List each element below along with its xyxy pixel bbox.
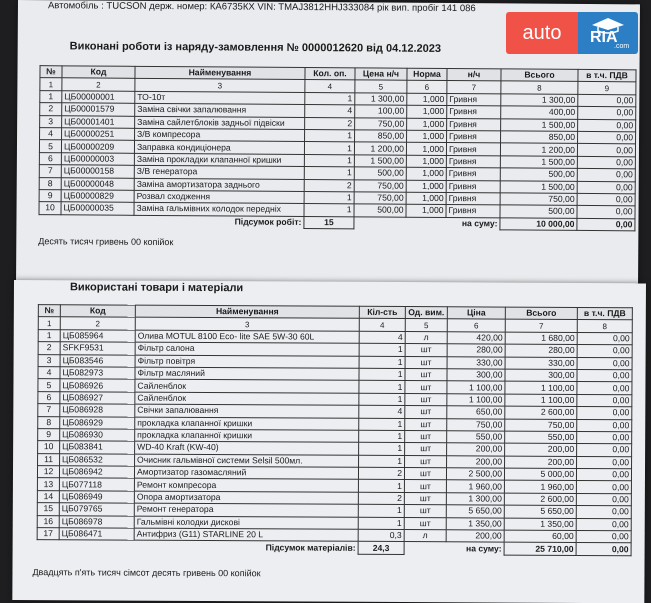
table-cell: 0,00 — [578, 107, 636, 120]
index-cell: 3 — [135, 318, 359, 332]
table-cell: 1,000 — [407, 130, 447, 143]
table-cell: 200,00 — [505, 443, 577, 456]
table-cell: 6 — [39, 152, 61, 165]
table-cell: Гривня — [446, 180, 500, 193]
table-cell: 4 — [359, 405, 405, 418]
table-cell: 0,00 — [577, 419, 632, 432]
table-cell: 11 — [38, 453, 60, 466]
table-cell: 0,00 — [578, 131, 636, 144]
table-cell: шт — [404, 517, 446, 530]
materials-subtotal-label: Підсумок матеріалів: — [265, 542, 356, 553]
table-cell: 500,00 — [354, 204, 406, 217]
materials-sum-label: на суму: — [465, 543, 502, 554]
materials-sum-total: 25 710,00 — [504, 542, 576, 555]
col-norm: Норма — [407, 68, 447, 81]
table-cell: 9 — [39, 190, 61, 203]
table-cell: 1,000 — [407, 93, 447, 106]
table-cell: 850,00 — [501, 131, 578, 144]
table-cell: ЦБ00000048 — [61, 177, 134, 190]
table-cell: шт — [405, 381, 447, 394]
table-cell: ЦБ082973 — [60, 367, 135, 380]
table-cell: 1,000 — [406, 205, 446, 218]
table-cell: 6 — [38, 391, 60, 404]
table-cell: ЦБ00001579 — [62, 103, 135, 116]
col-number: № — [40, 66, 62, 79]
table-cell: шт — [405, 369, 447, 382]
table-cell: 1,000 — [406, 167, 446, 180]
table-cell: Гривня — [447, 118, 501, 131]
table-cell: Заміна амортизатора заднього — [134, 178, 304, 192]
table-cell: ЦБ00001401 — [62, 115, 135, 128]
table-cell: ЦБ086532 — [60, 453, 135, 466]
table-cell: 0,00 — [577, 332, 632, 345]
table-cell: ЦБ00000209 — [61, 140, 134, 153]
table-cell: шт — [405, 455, 447, 468]
table-cell: 1 300,00 — [446, 493, 504, 506]
col-total: Всього — [505, 307, 577, 320]
index-cell: 7 — [447, 81, 501, 94]
index-cell: 1 — [40, 78, 62, 91]
table-cell: 1 300,00 — [355, 93, 407, 106]
col-total: Всього — [501, 69, 578, 82]
col-number: № — [38, 305, 60, 318]
table-cell: 1,000 — [406, 155, 446, 168]
table-cell: 0,00 — [577, 357, 632, 370]
table-cell: ЦБ079765 — [59, 503, 134, 516]
table-cell: ЦБ086471 — [59, 528, 134, 541]
table-cell: 500,00 — [500, 205, 577, 218]
table-cell: 1 200,00 — [354, 142, 406, 155]
table-cell: Гривня — [446, 155, 500, 168]
table-cell: WD-40 Kraft (KW-40) — [135, 441, 359, 455]
table-cell: 750,00 — [500, 193, 577, 206]
table-cell: 0,00 — [578, 119, 636, 132]
table-cell: З/В генератора — [134, 165, 304, 179]
col-ops: Кол. оп. — [305, 68, 355, 81]
table-cell: 330,00 — [505, 357, 577, 370]
table-cell: 0,00 — [577, 444, 632, 457]
table-cell: 0,00 — [577, 181, 635, 194]
table-cell: 7 — [39, 165, 61, 178]
table-cell: Опора амортизатора — [134, 491, 358, 505]
table-cell: Очисник гальмівної системи Selsil 500мл. — [135, 454, 359, 468]
table-cell: ЦБ077118 — [59, 478, 134, 491]
table-cell: 2 500,00 — [446, 468, 504, 481]
table-cell: Заміна свічки запалювання — [135, 103, 305, 117]
table-cell: шт — [405, 443, 447, 456]
table-cell: 300,00 — [505, 369, 577, 382]
table-cell: 16 — [37, 515, 59, 528]
table-cell: 400,00 — [501, 106, 578, 119]
table-cell: 4 — [305, 105, 355, 118]
index-cell: 2 — [62, 78, 135, 91]
index-cell: 1 — [38, 317, 60, 330]
table-cell: 0,00 — [577, 407, 632, 420]
works-table — [38, 65, 636, 231]
table-cell: 2 600,00 — [505, 406, 577, 419]
table-cell: 200,00 — [505, 456, 577, 469]
table-cell: шт — [405, 406, 447, 419]
table-cell: 0,00 — [577, 193, 635, 206]
table-cell: 1 — [359, 455, 405, 468]
table-cell: 15 — [37, 503, 59, 516]
table-cell: ЦБ083546 — [60, 354, 135, 367]
table-cell: 2 — [358, 467, 404, 480]
table-cell: 0,00 — [577, 206, 635, 219]
index-cell: 8 — [577, 320, 632, 333]
table-cell: 8 — [39, 177, 61, 190]
index-cell: 6 — [407, 81, 447, 94]
table-cell: 0,00 — [577, 431, 632, 444]
table-cell: ЦБ086927 — [60, 391, 135, 404]
table-cell: 1 — [304, 154, 354, 167]
table-cell: ЦБ086949 — [59, 491, 134, 504]
table-cell: 1,000 — [407, 118, 447, 131]
table-cell: 8 — [38, 416, 60, 429]
table-cell: 4 — [359, 331, 405, 344]
table-cell: 2 600,00 — [504, 493, 576, 506]
table-cell: 4 — [40, 128, 62, 141]
table-cell: 0,00 — [577, 169, 635, 182]
table-cell: 1 — [359, 343, 405, 356]
col-code: Код — [60, 305, 135, 318]
table-cell: л — [405, 331, 447, 344]
table-cell: Гривня — [447, 106, 501, 119]
col-code: Код — [62, 66, 135, 79]
table-cell: 2 — [40, 103, 62, 116]
table-cell: 5 — [39, 140, 61, 153]
table-cell: 1 100,00 — [505, 381, 577, 394]
table-cell: Фільтр повітря — [135, 355, 359, 369]
table-cell: 1 100,00 — [505, 394, 577, 407]
table-cell: 5 — [38, 379, 60, 392]
index-cell: 4 — [359, 319, 405, 332]
table-cell: 280,00 — [447, 344, 505, 357]
table-cell: 500,00 — [354, 167, 406, 180]
materials-subtotal-row — [37, 540, 631, 556]
table-cell: 60,00 — [504, 530, 576, 543]
table-cell: SFKF9531 — [60, 342, 135, 355]
table-cell: 2 — [38, 342, 60, 355]
table-cell: 1 — [358, 480, 404, 493]
table-cell: Ремонт генератора — [134, 503, 358, 517]
table-cell: 1,000 — [406, 180, 446, 193]
table-cell: 1 — [359, 430, 405, 443]
index-cell: 4 — [305, 80, 355, 93]
materials-title: Використані товари і матеріали — [69, 281, 244, 295]
table-cell: 0,3 — [358, 529, 404, 542]
table-cell: 12 — [37, 466, 59, 479]
table-cell: 0,00 — [576, 518, 631, 531]
table-cell: З/В компресора — [135, 128, 305, 142]
table-cell: 1 — [40, 90, 62, 103]
autoria-watermark-logo — [506, 12, 638, 54]
table-cell: Заміна прокладки клапанної кришки — [134, 153, 304, 167]
table-cell: 300,00 — [447, 369, 505, 382]
table-cell: 1 960,00 — [446, 480, 504, 493]
table-cell: 650,00 — [447, 406, 505, 419]
table-cell: ЦБ085964 — [60, 330, 135, 343]
table-cell: 2 — [305, 117, 355, 130]
table-cell: 3 — [40, 115, 62, 128]
table-cell: 14 — [37, 490, 59, 503]
table-cell: 1 — [359, 443, 405, 456]
table-cell: 200,00 — [447, 455, 505, 468]
materials-subtotal-qty: 24,3 — [358, 542, 404, 555]
table-cell: ЦБ00000003 — [61, 153, 134, 166]
table-cell: 1 — [359, 393, 405, 406]
table-cell: 13 — [37, 478, 59, 491]
table-cell: ЦБ086942 — [59, 466, 134, 479]
table-cell: шт — [405, 344, 447, 357]
table-cell: Гривня — [447, 93, 501, 106]
table-cell: 0,00 — [577, 156, 635, 169]
table-cell: Амортизатор газомасляний — [134, 466, 358, 480]
table-cell: 330,00 — [447, 356, 505, 369]
col-price: Ціна — [447, 307, 505, 320]
watermark-com-text: .com — [614, 43, 630, 50]
table-cell: ЦБ00000158 — [61, 165, 134, 178]
table-cell: 1 350,00 — [446, 517, 504, 530]
table-cell: 1 350,00 — [504, 518, 576, 531]
table-cell: 7 — [38, 404, 60, 417]
table-cell: ЦБ00000035 — [61, 202, 134, 215]
table-cell: 5 000,00 — [504, 468, 576, 481]
table-cell: ТО-10т — [135, 91, 305, 105]
table-cell: 5 650,00 — [446, 505, 504, 518]
table-cell: ЦБ083841 — [60, 441, 135, 454]
table-cell: 280,00 — [505, 344, 577, 357]
works-total-in-words: Десять тисяч гривень 00 копійок — [38, 236, 174, 248]
table-cell: 100,00 — [355, 105, 407, 118]
table-cell: ЦБ086928 — [60, 404, 135, 417]
table-cell: 1 100,00 — [447, 394, 505, 407]
table-cell: 1 100,00 — [447, 381, 505, 394]
table-cell: ЦБ086929 — [60, 416, 135, 429]
table-cell: 1 300,00 — [501, 94, 578, 107]
table-cell: шт — [404, 505, 446, 518]
table-cell: 0,00 — [577, 394, 632, 407]
works-sum-vat: 0,00 — [577, 218, 635, 231]
table-cell: 17 — [37, 528, 59, 541]
table-cell: 1 500,00 — [500, 180, 577, 193]
table-cell: 1 — [38, 329, 60, 342]
materials-sheet — [12, 280, 646, 603]
table-cell: 1 500,00 — [501, 118, 578, 131]
table-cell: прокладка клапанної кришки — [135, 429, 359, 443]
table-cell: 2 — [358, 492, 404, 505]
col-qty: Кіл-сть — [359, 306, 405, 319]
table-cell: шт — [404, 480, 446, 493]
table-cell: 0,00 — [577, 345, 632, 358]
table-cell: 1 — [358, 505, 404, 518]
table-cell: Сайленблок — [135, 379, 359, 393]
works-sum-total: 10 000,00 — [500, 218, 577, 231]
table-cell: 0,00 — [576, 530, 631, 543]
table-cell: Фільтр салона — [135, 342, 359, 356]
table-cell: 1 — [305, 129, 355, 142]
table-cell: Заміна гальмівних колодок передніх — [134, 203, 304, 217]
table-cell: 3 — [38, 354, 60, 367]
table-cell: 750,00 — [447, 418, 505, 431]
table-cell: шт — [404, 492, 446, 505]
works-subtotal-qty: 15 — [304, 216, 354, 229]
works-subtotal-label: Підсумок робіт: — [234, 216, 302, 228]
table-cell: Гальмівні колодки дискові — [134, 516, 358, 530]
table-cell: 10 — [38, 441, 60, 454]
table-cell: 10 — [39, 202, 61, 215]
index-cell: 8 — [501, 81, 578, 94]
table-cell: 0,00 — [576, 493, 631, 506]
table-cell: Гривня — [446, 192, 500, 205]
col-name: Найменування — [135, 66, 305, 80]
table-cell: ЦБ00000829 — [61, 190, 134, 203]
table-cell: 5 650,00 — [504, 505, 576, 518]
table-cell: Заміна сайлетблоків задньої підвіски — [135, 116, 305, 130]
table-cell: Заправка кондиціонера — [134, 141, 304, 155]
index-cell: 5 — [405, 319, 447, 332]
table-cell: прокладка клапанної кришки — [135, 417, 359, 431]
table-cell: Гривня — [446, 205, 500, 218]
table-cell: ЦБ00000251 — [62, 128, 135, 141]
table-cell: 750,00 — [355, 117, 407, 130]
table-cell: шт — [405, 393, 447, 406]
table-cell: 1,000 — [406, 192, 446, 205]
col-price: Цена н/ч — [355, 68, 407, 81]
materials-table — [37, 304, 633, 556]
table-cell: 1 — [304, 142, 354, 155]
index-cell: 9 — [578, 82, 636, 95]
table-cell: 1 — [359, 418, 405, 431]
works-sum-label: на суму: — [461, 218, 498, 229]
table-cell: Ремонт компресора — [134, 479, 358, 493]
table-cell: Сайленблок — [135, 392, 359, 406]
table-cell: 1,000 — [407, 105, 447, 118]
col-vat: в т.ч. ПДВ — [578, 69, 636, 82]
table-cell: 0,00 — [577, 456, 632, 469]
table-cell: 0,00 — [576, 469, 631, 482]
table-cell: 0,00 — [576, 506, 631, 519]
table-cell: 550,00 — [447, 431, 505, 444]
table-cell: Розвал сходження — [134, 190, 304, 204]
index-cell: 7 — [505, 319, 577, 332]
table-cell: Гривня — [447, 130, 501, 143]
table-cell: ЦБ086926 — [60, 379, 135, 392]
table-cell: л — [404, 530, 446, 543]
table-cell: 0,00 — [577, 382, 632, 395]
table-cell: 750,00 — [354, 179, 406, 192]
table-cell: ЦБ00000001 — [62, 91, 135, 104]
table-cell: 1 — [359, 381, 405, 394]
table-cell: 0,00 — [576, 481, 631, 494]
table-cell: 850,00 — [355, 130, 407, 143]
col-vat: в т.ч. ПДВ — [577, 307, 632, 320]
table-cell: 1 960,00 — [504, 481, 576, 494]
table-cell: шт — [405, 418, 447, 431]
table-cell: 0,00 — [578, 94, 636, 107]
table-cell: Фільтр масляний — [135, 367, 359, 381]
table-cell: шт — [404, 468, 446, 481]
col-name: Найменування — [135, 305, 359, 319]
table-cell: 550,00 — [505, 431, 577, 444]
watermark-auto-text: auto — [506, 12, 578, 54]
watermark-ria-block — [578, 12, 638, 54]
watermark-ria-text: RIA — [590, 29, 618, 46]
col-hours: н/ч — [447, 68, 501, 81]
table-cell: 1,000 — [406, 143, 446, 156]
table-cell: 1 500,00 — [354, 155, 406, 168]
table-cell: 1 — [304, 167, 354, 180]
index-cell: 3 — [135, 79, 305, 93]
table-cell: 1 — [359, 356, 405, 369]
table-cell: 2 — [304, 179, 354, 192]
table-cell: Гривня — [446, 168, 500, 181]
table-cell: Олива MOTUL 8100 Eco- lite SAE 5W-30 60L — [135, 330, 359, 344]
table-cell: ЦБ086930 — [60, 429, 135, 442]
table-cell: 1 — [305, 92, 355, 105]
table-cell: 4 — [38, 367, 60, 380]
table-cell: 1 500,00 — [500, 156, 577, 169]
table-cell: 420,00 — [447, 332, 505, 345]
table-cell: Свічки запалювання — [135, 404, 359, 418]
table-cell: 500,00 — [500, 168, 577, 181]
table-cell: ЦБ086978 — [59, 515, 134, 528]
col-unit: Од. вим. — [405, 307, 447, 320]
table-cell: 0,00 — [577, 144, 635, 157]
table-cell: 0,00 — [577, 369, 632, 382]
table-cell: 1 — [358, 517, 404, 530]
index-cell: 5 — [355, 80, 407, 93]
table-cell: 1 — [359, 368, 405, 381]
works-title: Виконані роботи із наряду-замовлення № 0000012620 від 04.12.2023 — [69, 40, 442, 55]
index-cell: 6 — [447, 319, 505, 332]
table-cell: 1 — [304, 204, 354, 217]
vehicle-info: Автомобіль : TUCSON держ. номер: КА6735КХ VIN: TMAJ3812HHJ333084 рік вип. пробіг 141 086 — [47, 0, 476, 15]
table-cell: 750,00 — [505, 419, 577, 432]
table-cell: 1 680,00 — [505, 332, 577, 345]
table-cell: шт — [405, 430, 447, 443]
table-cell: 750,00 — [354, 192, 406, 205]
table-cell: Гривня — [446, 143, 500, 156]
materials-total-in-words: Двадцять п'ять тисяч сімсот десять гривень 00 копійок — [32, 567, 261, 579]
materials-sum-vat: 0,00 — [576, 543, 631, 556]
table-cell: 1 200,00 — [500, 143, 577, 156]
table-cell: 9 — [38, 429, 60, 442]
table-cell: 1 — [304, 191, 354, 204]
table-cell: Антифриз (G11) STARLINE 20 L — [134, 528, 358, 542]
table-cell: 200,00 — [447, 443, 505, 456]
table-cell: 200,00 — [446, 530, 504, 543]
index-cell: 2 — [60, 317, 135, 330]
table-cell: шт — [405, 356, 447, 369]
